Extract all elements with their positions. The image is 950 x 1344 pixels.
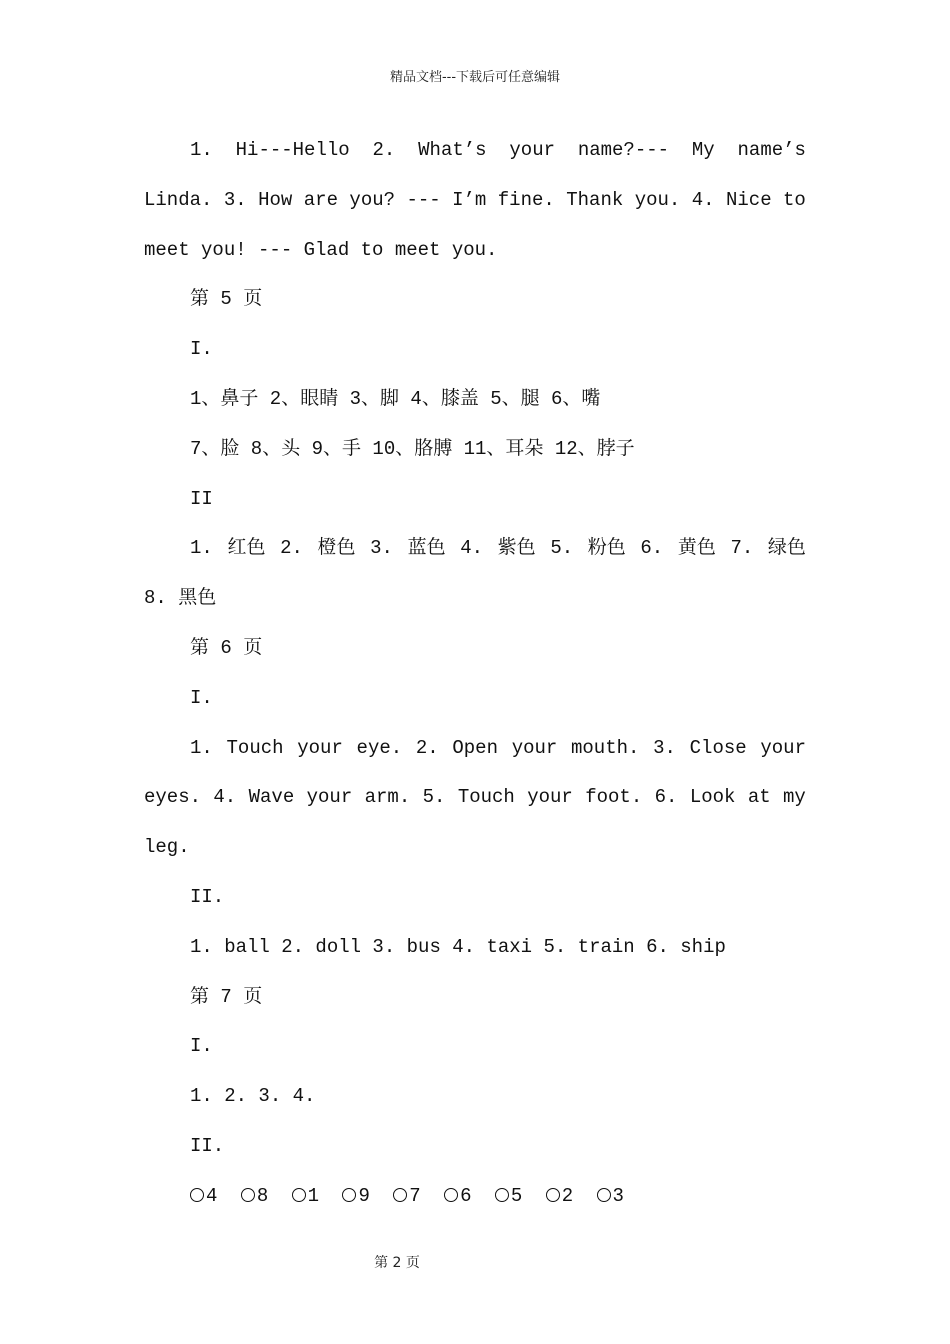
page-6-toys-row: 1. ball 2. doll 3. bus 4. taxi 5. train 6. ship <box>190 935 726 958</box>
circle-answer: 2 <box>546 1172 573 1222</box>
greeting-line-1 <box>144 126 806 176</box>
page-7-heading: 第 7 页 <box>190 985 263 1008</box>
word-token: I’m <box>452 188 487 211</box>
document-header: 精品文档---下载后可任意编辑 <box>389 70 561 85</box>
page-5-colors-row-1 <box>144 524 806 574</box>
circle-answer: 1 <box>292 1172 319 1222</box>
word-token: 4. <box>691 188 715 211</box>
word-token: Linda. <box>144 188 213 211</box>
page-5-body-parts-row-2: 7、脸 8、头 9、手 10、胳膊 11、耳朵 12、脖子 <box>190 437 635 460</box>
page-7-section-1-row: 1. 2. 3. 4. <box>190 1085 316 1108</box>
circle-answer: 4 <box>190 1172 217 1222</box>
word-token: 2. <box>372 139 396 161</box>
word-token: How <box>258 188 293 211</box>
word-token: mouth. <box>571 736 640 759</box>
word-token: Hi---Hello <box>235 139 350 161</box>
page-number-footer: 第 2 页 <box>374 1255 420 1271</box>
circle-answer: 8 <box>241 1172 268 1222</box>
circle-icon <box>190 1188 204 1202</box>
circle-icon <box>597 1188 611 1202</box>
greeting-line-2 <box>144 176 806 226</box>
word-token: at <box>747 786 771 809</box>
word-token: Touch <box>457 786 515 809</box>
word-token: foot. <box>585 786 643 809</box>
word-token: 紫色 <box>497 537 536 560</box>
word-token: Thank <box>566 188 624 211</box>
word-token: My <box>691 139 715 161</box>
circle-answer: 9 <box>342 1172 369 1222</box>
word-token: What’s <box>418 139 487 161</box>
circle-icon <box>241 1188 255 1202</box>
circle-icon <box>444 1188 458 1202</box>
page-5-section-1-label: I. <box>190 338 213 361</box>
page-5-heading: 第 5 页 <box>190 288 263 311</box>
word-token: 3. <box>223 188 247 211</box>
word-token: Nice <box>725 188 772 211</box>
circle-icon <box>393 1188 407 1202</box>
word-token: eyes. <box>144 786 202 809</box>
word-token: 2. <box>415 736 439 759</box>
page-6-commands-row-1 <box>144 724 806 774</box>
circle-answer: 6 <box>444 1172 471 1222</box>
word-token: Wave <box>248 786 295 809</box>
word-token: 红色 <box>227 537 266 560</box>
word-token: your <box>760 736 806 759</box>
word-token: your <box>306 786 353 809</box>
word-token: 橙色 <box>317 537 356 560</box>
circle-icon <box>495 1188 509 1202</box>
word-token: fine. <box>497 188 555 211</box>
word-token: 5. <box>422 786 446 809</box>
word-token: Look <box>689 786 736 809</box>
word-token: 5. <box>550 537 574 560</box>
page-5-body-parts-row-1: 1、鼻子 2、眼睛 3、脚 4、膝盖 5、腿 6、嘴 <box>190 387 601 410</box>
word-token: 6. <box>654 786 678 809</box>
word-token: 3. <box>653 736 676 759</box>
word-token: arm. <box>364 786 411 809</box>
word-token: 3. <box>370 537 393 560</box>
word-token: 2. <box>280 537 303 560</box>
page-6-commands-row-3: leg. <box>144 836 190 859</box>
word-token: 1. <box>190 736 213 759</box>
word-token: name’s <box>737 139 806 161</box>
word-token: 绿色 <box>767 537 806 560</box>
word-token: your <box>511 736 558 759</box>
circle-icon <box>546 1188 560 1202</box>
word-token: 黄色 <box>677 537 716 560</box>
circle-answer: 5 <box>495 1172 522 1222</box>
page-5-colors-row-2: 8. 黑色 <box>144 587 217 610</box>
greeting-line-3: meet you! --- Glad to meet you. <box>144 238 498 261</box>
circle-answer: 7 <box>393 1172 420 1222</box>
circle-answer: 3 <box>597 1172 624 1222</box>
word-token: your <box>527 786 573 809</box>
page-7-section-1-label: I. <box>190 1035 213 1058</box>
word-token: are <box>303 188 338 211</box>
word-token: 粉色 <box>587 537 626 560</box>
word-token: my <box>783 786 806 809</box>
word-token: Open <box>452 736 498 759</box>
word-token: 1. <box>190 537 213 560</box>
word-token: your <box>297 736 343 759</box>
word-token: your <box>509 139 555 161</box>
word-token: 7. <box>730 537 754 560</box>
page-5-section-2-label: II <box>190 487 213 510</box>
word-token: 4. <box>213 786 237 809</box>
page-6-commands-row-2 <box>144 773 806 823</box>
word-token: 蓝色 <box>407 537 446 560</box>
word-token: eye. <box>356 736 403 759</box>
word-token: 4. <box>460 537 484 560</box>
circle-icon <box>292 1188 306 1202</box>
page-7-circle-answers <box>144 1172 806 1222</box>
page-6-heading: 第 6 页 <box>190 636 263 659</box>
word-token: to <box>783 188 806 211</box>
word-token: name?--- <box>577 139 670 161</box>
word-token: 6. <box>640 537 664 560</box>
page-6-section-2-label: II. <box>190 885 225 908</box>
page-6-section-1-label: I. <box>190 686 213 709</box>
word-token: Touch <box>226 736 284 759</box>
word-token: 1. <box>190 139 213 161</box>
circle-icon <box>342 1188 356 1202</box>
page-7-section-2-label: II. <box>190 1134 225 1157</box>
word-token: you. <box>634 188 681 211</box>
word-token: you? <box>349 188 396 211</box>
word-token: Close <box>689 736 747 759</box>
word-token: --- <box>406 188 441 211</box>
document-body <box>144 126 806 1222</box>
